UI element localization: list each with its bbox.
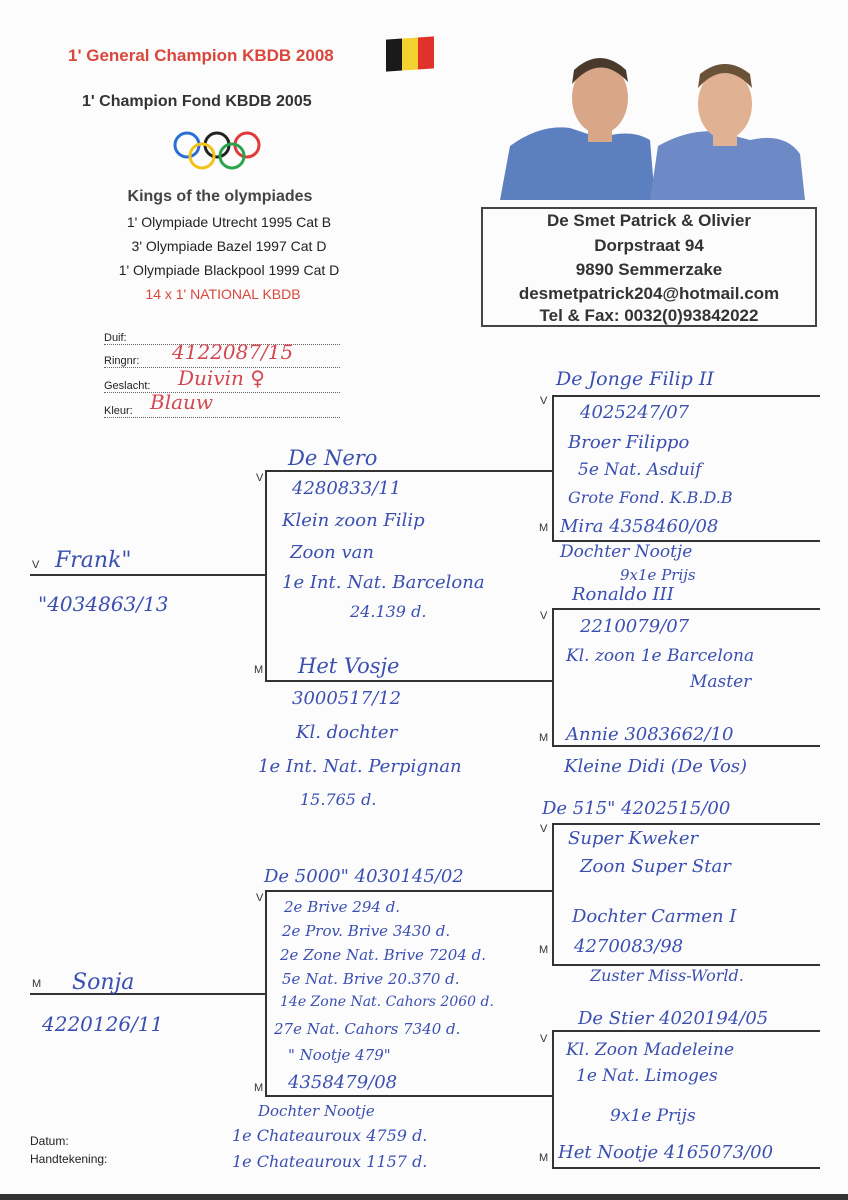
father-note-1: Zoon van [290, 542, 374, 563]
marker-mira: M [539, 522, 549, 534]
kleur-value: Blauw [150, 390, 214, 414]
marker-ff: V [540, 395, 548, 407]
marker-d5000: V [256, 892, 264, 904]
d5000-note-4: 14e Zone Nat. Cahors 2060 d. [280, 994, 494, 1010]
contact-email: desmetpatrick204@hotmail.com [518, 284, 780, 303]
nootje-ring: 4358479/08 [288, 1072, 398, 1093]
kleur-label: Kleur: [104, 405, 133, 417]
fm-ring: 3000517/12 [292, 688, 402, 709]
stier-note-1: 1e Nat. Limoges [576, 1066, 718, 1086]
marker-subject: V [32, 559, 40, 571]
d515-line [552, 823, 820, 825]
marker-nootje: M [254, 1082, 264, 1094]
bracket-fm [552, 608, 554, 746]
hetnootje-line [552, 1167, 820, 1169]
mira-note-1: 9x1e Prijs [620, 566, 696, 584]
title-champion-fond: 1' Champion Fond KBDB 2005 [82, 93, 312, 110]
marker-hetnootje: M [539, 1152, 549, 1164]
belgian-flag-icon [386, 36, 434, 71]
subject-name: Frank" [55, 548, 132, 573]
olympiade-3: 1' Olympiade Blackpool 1999 Cat D [118, 262, 340, 278]
father-name: De Nero [288, 446, 378, 470]
father-note-2: 1e Int. Nat. Barcelona [282, 572, 485, 593]
mira-note-0: Dochter Nootje [560, 542, 693, 562]
kings-title: Kings of the olympiades [127, 188, 313, 205]
ronaldo-ring: 2210079/07 [580, 616, 690, 637]
ringnr-label: Ringnr: [104, 355, 140, 367]
father-line [265, 470, 553, 472]
ff-ring: 4025247/07 [580, 402, 690, 423]
d5000-note-0: 2e Brive 294 d. [284, 898, 401, 916]
ronaldo-line [552, 608, 820, 610]
contact-name: De Smet Patrick & Olivier [546, 211, 752, 230]
annie-line [552, 745, 820, 747]
d5000-note-1: 2e Prov. Brive 3430 d. [282, 922, 451, 940]
ff-note-0: Broer Filippo [568, 432, 690, 453]
ronaldo-note-1: Master [690, 672, 752, 692]
subject-line [30, 574, 266, 576]
d5000-name: De 5000" 4030145/02 [264, 866, 464, 887]
mira-line-text: Mira 4358460/08 [560, 516, 719, 537]
scan-edge [0, 1194, 848, 1200]
olympic-rings-icon [170, 128, 270, 172]
d515-name: De 515" 4202515/00 [542, 798, 731, 819]
stier-note-0: Kl. Zoon Madeleine [566, 1040, 735, 1060]
ff-name: De Jonge Filip II [556, 368, 714, 390]
nootje-note-1: 1e Chateauroux 4759 d. [232, 1126, 428, 1145]
ronaldo-note-0: Kl. zoon 1e Barcelona [566, 646, 755, 666]
d5000-note-6: " Nootje 479" [288, 1046, 391, 1064]
d515-note-0: Super Kweker [568, 828, 699, 849]
stier-note-2: 9x1e Prijs [610, 1106, 696, 1126]
geslacht-label: Geslacht: [104, 380, 151, 392]
nootje-note-0: Dochter Nootje [258, 1102, 375, 1120]
marker-annie: M [539, 732, 549, 744]
d5000-note-3: 5e Nat. Brive 20.370 d. [282, 970, 460, 988]
fm-name: Het Vosje [298, 654, 400, 678]
stier-name: De Stier 4020194/05 [578, 1008, 769, 1029]
bracket-d5000 [552, 823, 554, 965]
marker-father: V [256, 472, 264, 484]
stier-line [552, 1030, 820, 1032]
d5000-note-2: 2e Zone Nat. Brive 7204 d. [280, 946, 487, 964]
d515-note-1: Zoon Super Star [580, 856, 731, 877]
datum-label: Datum: [30, 1134, 69, 1148]
marker-carmen: M [539, 944, 549, 956]
marker-ronaldo: V [540, 610, 548, 622]
hetnootje-line-text: Het Nootje 4165073/00 [558, 1142, 774, 1163]
father-ring: 4280833/11 [292, 478, 402, 499]
carmen-note-0: Dochter Carmen I [572, 906, 737, 927]
duif-label: Duif: [104, 332, 127, 344]
fm-line [265, 680, 553, 682]
bracket-nootje [552, 1030, 554, 1168]
d5000-note-5: 27e Nat. Cahors 7340 d. [274, 1020, 461, 1038]
owners-photo [500, 36, 810, 200]
carmen-note-2: Zuster Miss-World. [590, 966, 744, 985]
father-note-3: 24.139 d. [350, 602, 427, 621]
olympiade-2: 3' Olympiade Bazel 1997 Cat D [131, 238, 327, 254]
annie-note-0: Kleine Didi (De Vos) [564, 756, 748, 777]
olympiade-1: 1' Olympiade Utrecht 1995 Cat B [126, 214, 332, 230]
fm-note-1: 1e Int. Nat. Perpignan [258, 756, 462, 777]
sonja-name: Sonja [72, 970, 135, 995]
ff-note-2: Grote Fond. K.B.D.B [568, 488, 733, 507]
bracket-gen1-bottom [265, 890, 267, 1096]
marker-fm: M [254, 664, 264, 676]
marker-stier: V [540, 1033, 548, 1045]
d5000-line [265, 890, 553, 892]
bracket-ff [552, 395, 554, 541]
national-wins: 14 x 1' NATIONAL KBDB [145, 286, 301, 302]
contact-city: 9890 Semmerzake [575, 260, 723, 279]
title-general-champion: 1' General Champion KBDB 2008 [68, 46, 334, 65]
subject-ring: "4034863/13 [38, 592, 169, 616]
fm-note-2: 15.765 d. [300, 790, 377, 809]
fm-note-0: Kl. dochter [296, 722, 398, 743]
contact-phone: Tel & Fax: 0032(0)93842022 [539, 306, 759, 325]
sonja-line [30, 993, 266, 995]
handtekening-label: Handtekening: [30, 1152, 108, 1166]
marker-sonja: M [32, 978, 42, 990]
ff-note-1: 5e Nat. Asduif [578, 460, 702, 480]
nootje-note-2: 1e Chateauroux 1157 d. [232, 1152, 428, 1171]
ringnr-value: 4122087/15 [172, 340, 294, 364]
sonja-ring: 4220126/11 [42, 1012, 164, 1036]
nootje-line [265, 1095, 553, 1097]
contact-street: Dorpstraat 94 [594, 236, 704, 255]
bracket-gen1-top [265, 470, 267, 682]
ff-line [552, 395, 820, 397]
carmen-note-1: 4270083/98 [574, 936, 684, 957]
marker-d515: V [540, 823, 548, 835]
father-note-0: Klein zoon Filip [282, 510, 425, 531]
kleur-field [104, 405, 340, 418]
annie-line-text: Annie 3083662/10 [566, 724, 734, 745]
ronaldo-name: Ronaldo III [572, 584, 674, 605]
geslacht-value: Duivin ♀ [178, 366, 265, 390]
